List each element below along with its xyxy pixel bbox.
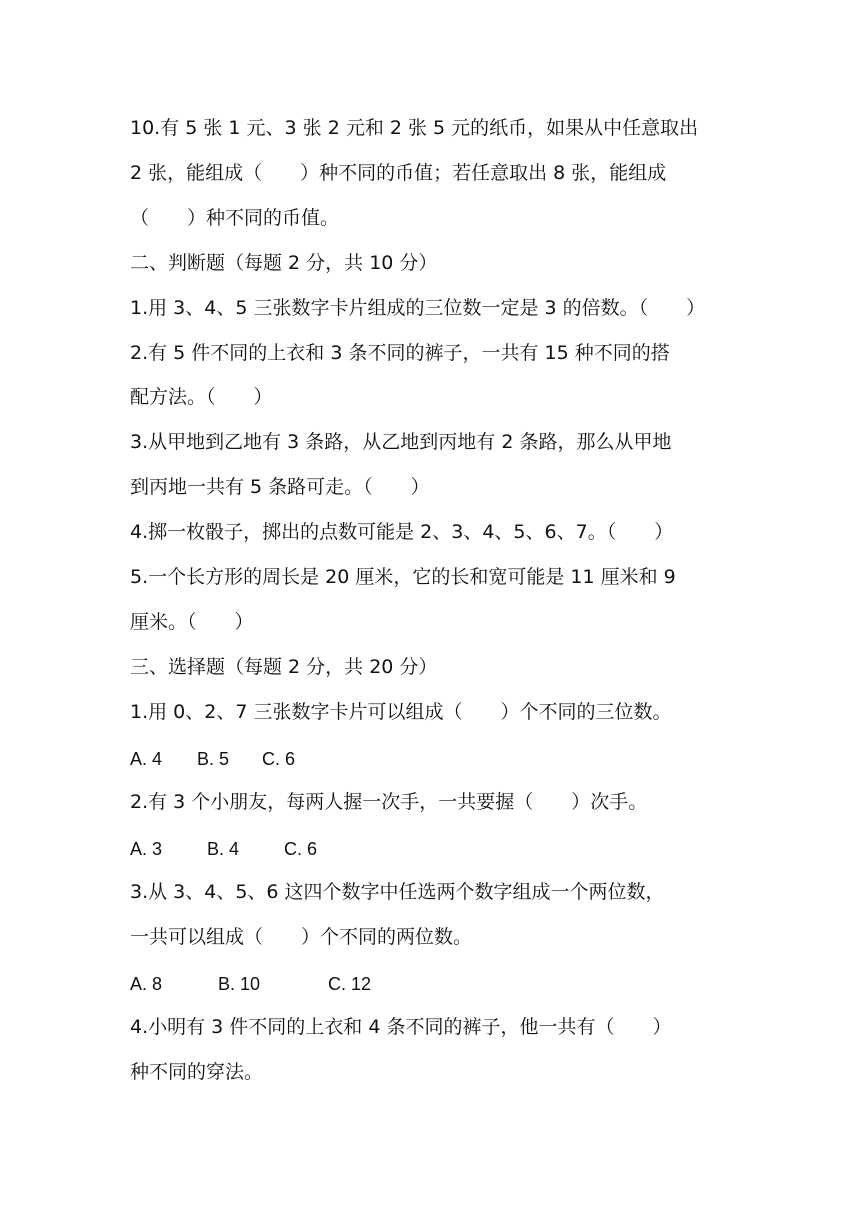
section3-q3-line-1: 3.从 3、4、5、6 这四个数字中任选两个数字组成一个两位数， bbox=[130, 881, 665, 903]
section2-title: 二、判断题（每题 2 分，共 10 分） bbox=[130, 252, 438, 274]
section3-q4-line-1: 4.小明有 3 件不同的上衣和 4 条不同的裤子，他一共有（ ） bbox=[130, 1016, 672, 1038]
section2-q5-line-2: 厘米。（ ） bbox=[130, 611, 254, 633]
section2-q4: 4.掷一枚骰子，掷出的点数可能是 2、3、4、5、6、7。（ ） bbox=[130, 521, 674, 543]
q10-line-3: （ ）种不同的币值。 bbox=[130, 207, 340, 229]
section3-q1-option-c: C. 6 bbox=[262, 749, 296, 769]
section3-q4-line-2: 种不同的穿法。 bbox=[130, 1061, 264, 1083]
section3-title: 三、选择题（每题 2 分，共 20 分） bbox=[130, 656, 438, 678]
section3-q2-option-a: A. 3 bbox=[130, 839, 163, 859]
section3-q1-option-a: A. 4 bbox=[130, 749, 163, 769]
section3-q3-line-2: 一共可以组成（ ）个不同的两位数。 bbox=[130, 926, 473, 948]
section3-q3-option-c: C. 12 bbox=[328, 974, 372, 994]
section2-q3-line-1: 3.从甲地到乙地有 3 条路，从乙地到丙地有 2 条路，那么从甲地 bbox=[130, 431, 672, 453]
q10-line-1: 10.有 5 张 1 元、3 张 2 元和 2 张 5 元的纸币，如果从中任意取出 bbox=[130, 117, 699, 139]
section2-q1: 1.用 3、4、5 三张数字卡片组成的三位数一定是 3 的倍数。（ ） bbox=[130, 297, 706, 319]
section3-q2: 2.有 3 个小朋友，每两人握一次手，一共要握（ ）次手。 bbox=[130, 791, 648, 813]
section3-q2-option-c: C. 6 bbox=[284, 839, 318, 859]
section3-q3-option-a: A. 8 bbox=[130, 974, 163, 994]
section3-q1: 1.用 0、2、7 三张数字卡片可以组成（ ）个不同的三位数。 bbox=[130, 701, 672, 723]
section2-q2-line-2: 配方法。（ ） bbox=[130, 386, 273, 408]
section3-q3-option-b: B. 10 bbox=[218, 974, 261, 994]
section2-q2-line-1: 2.有 5 件不同的上衣和 3 条不同的裤子，一共有 15 种不同的搭 bbox=[130, 342, 670, 364]
section2-q3-line-2: 到丙地一共有 5 条路可走。（ ） bbox=[130, 476, 430, 498]
q10-line-2: 2 张，能组成（ ）种不同的币值；若任意取出 8 张，能组成 bbox=[130, 162, 667, 184]
section3-q1-option-b: B. 5 bbox=[197, 749, 230, 769]
section2-q5-line-1: 5.一个长方形的周长是 20 厘米，它的长和宽可能是 11 厘米和 9 bbox=[130, 566, 676, 588]
section3-q2-option-b: B. 4 bbox=[207, 839, 240, 859]
